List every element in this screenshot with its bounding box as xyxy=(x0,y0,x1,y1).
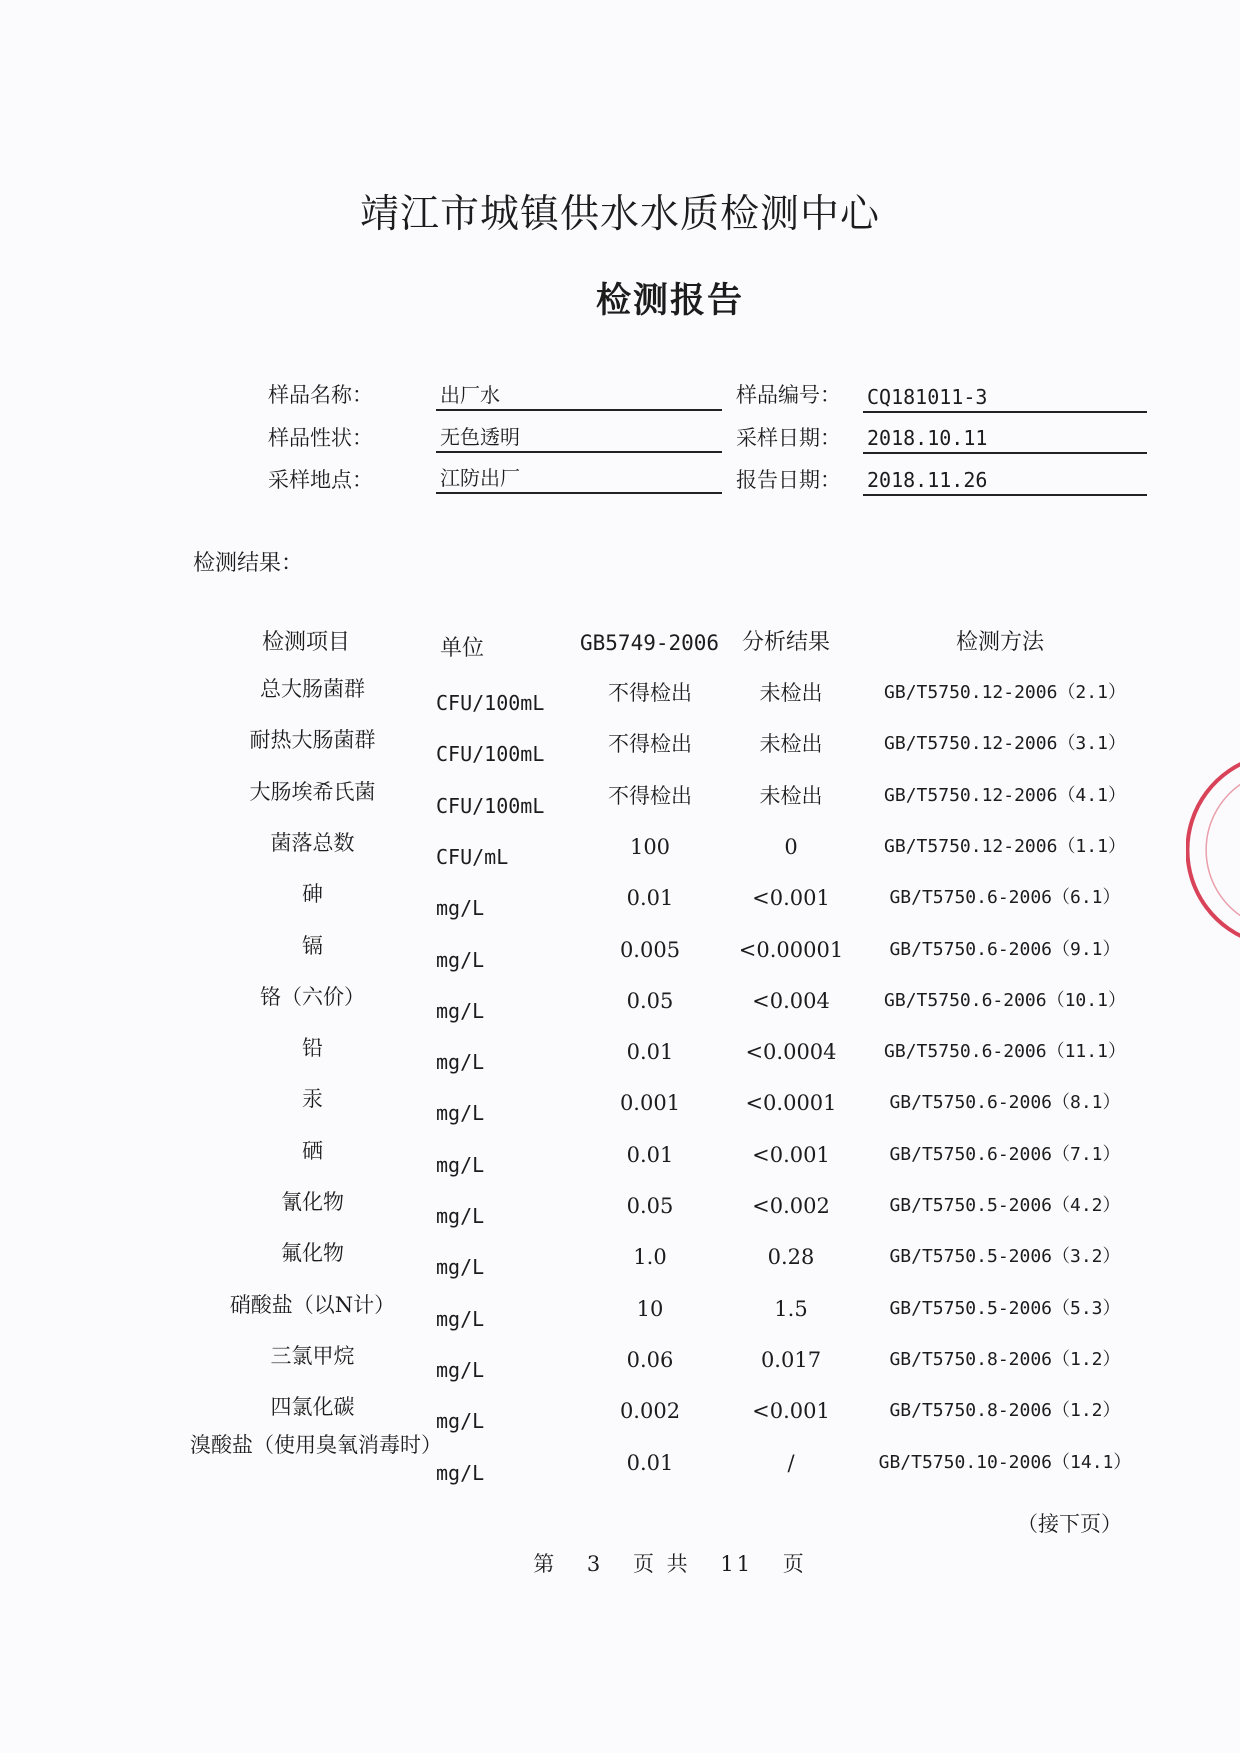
item-cell: 大肠埃希氏菌 xyxy=(249,779,376,804)
result-cell: <0.00001 xyxy=(738,937,844,962)
report-date-field: 2018.11.26 xyxy=(863,466,1147,496)
method-cell: GB/T5750.5-2006（4.2） xyxy=(889,1195,1121,1216)
unit-cell: mg/L xyxy=(436,998,485,1023)
table-row xyxy=(0,1086,1240,1137)
item-cell: 菌落总数 xyxy=(270,830,355,855)
item-cell: 耐热大肠菌群 xyxy=(249,728,376,753)
method-cell: GB/T5750.10-2006（14.1） xyxy=(878,1451,1132,1473)
table-row xyxy=(0,1432,1240,1497)
result-cell: 1.5 xyxy=(774,1296,808,1321)
unit-cell: mg/L xyxy=(436,1460,485,1485)
result-cell: 0 xyxy=(784,834,798,859)
unit-cell: mg/L xyxy=(436,1357,485,1382)
unit-cell: mg/L xyxy=(436,896,485,921)
sampling-date-field: 2018.10.11 xyxy=(863,424,1147,454)
continued-note: （接下页） xyxy=(1017,1512,1122,1536)
footer-suffix: 页 xyxy=(782,1552,807,1576)
sample-name-field: 出厂水 xyxy=(436,381,722,411)
item-cell: 总大肠菌群 xyxy=(260,677,365,701)
limit-cell: 0.002 xyxy=(619,1399,681,1424)
unit-cell: CFU/100mL xyxy=(436,742,545,767)
method-cell: GB/T5750.6-2006（10.1） xyxy=(884,989,1126,1011)
limit-cell: 0.01 xyxy=(626,1040,674,1065)
col-header-method: 检测方法 xyxy=(956,630,1045,655)
unit-cell: CFU/mL xyxy=(436,844,509,869)
result-cell: <0.0001 xyxy=(745,1091,837,1116)
sample-state-label: 样品性状： xyxy=(268,426,373,450)
method-cell: GB/T5750.12-2006（3.1） xyxy=(884,733,1126,755)
method-cell: GB/T5750.6-2006（6.1） xyxy=(889,887,1121,909)
limit-cell: 不得检出 xyxy=(608,732,692,757)
item-cell: 汞 xyxy=(302,1087,323,1112)
table-row xyxy=(0,830,1240,881)
item-cell: 氰化物 xyxy=(281,1190,344,1214)
limit-cell: 0.01 xyxy=(626,1142,674,1167)
method-cell: GB/T5750.5-2006（3.2） xyxy=(889,1246,1121,1268)
unit-cell: mg/L xyxy=(436,1101,485,1126)
footer-mid: 页 共 xyxy=(632,1552,691,1576)
table-row xyxy=(0,1343,1240,1394)
table-row xyxy=(0,933,1240,984)
sample-name-label: 样品名称： xyxy=(268,383,373,407)
method-cell: GB/T5750.8-2006（1.2） xyxy=(889,1348,1121,1370)
unit-cell: mg/L xyxy=(436,1306,485,1331)
method-cell: GB/T5750.6-2006（11.1） xyxy=(884,1041,1126,1063)
result-cell: <0.004 xyxy=(752,988,830,1013)
sample-state-field: 无色透明 xyxy=(436,423,722,453)
col-header-item: 检测项目 xyxy=(262,630,351,655)
sample-no-field: CQ181011-3 xyxy=(863,383,1147,413)
limit-cell: 100 xyxy=(629,834,671,859)
unit-cell: mg/L xyxy=(436,1204,485,1228)
limit-cell: 0.005 xyxy=(619,937,681,962)
limit-cell: 不得检出 xyxy=(608,681,692,705)
table-row xyxy=(0,1292,1240,1343)
footer-total-pages: 11 xyxy=(720,1552,754,1576)
footer-current-page: 3 xyxy=(586,1552,604,1576)
limit-cell: 不得检出 xyxy=(608,783,692,808)
result-cell: <0.001 xyxy=(752,886,830,911)
limit-cell: 0.05 xyxy=(626,988,674,1013)
table-row xyxy=(0,1240,1240,1291)
table-row xyxy=(0,676,1240,727)
result-cell: <0.001 xyxy=(752,1399,830,1424)
col-header-result: 分析结果 xyxy=(742,630,831,655)
item-cell: 硒 xyxy=(302,1138,323,1163)
footer-prefix: 第 xyxy=(533,1552,558,1576)
method-cell: GB/T5750.6-2006（8.1） xyxy=(889,1092,1121,1114)
unit-cell: mg/L xyxy=(436,1050,485,1075)
col-header-standard: GB5749-2006 xyxy=(580,631,720,655)
limit-cell: 0.01 xyxy=(626,1450,674,1475)
item-cell: 溴酸盐（使用臭氧消毒时） xyxy=(190,1432,442,1457)
table-row xyxy=(0,1035,1240,1086)
result-cell: 0.28 xyxy=(767,1245,815,1270)
unit-cell: mg/L xyxy=(436,947,485,972)
sampling-site-field: 江防出厂 xyxy=(436,464,722,494)
item-cell: 镉 xyxy=(302,933,323,958)
method-cell: GB/T5750.6-2006（7.1） xyxy=(889,1143,1121,1165)
item-cell: 四氯化碳 xyxy=(270,1395,355,1420)
limit-cell: 0.05 xyxy=(626,1194,674,1218)
result-cell: 未检出 xyxy=(759,681,823,705)
method-cell: GB/T5750.12-2006（1.1） xyxy=(884,835,1126,857)
item-cell: 砷 xyxy=(302,882,323,907)
table-row xyxy=(0,779,1240,830)
results-section-label: 检测结果： xyxy=(193,551,304,576)
unit-cell: mg/L xyxy=(436,1255,485,1280)
item-cell: 铬（六价） xyxy=(260,984,365,1009)
report-title: 检测报告 xyxy=(595,280,744,321)
item-cell: 硝酸盐（以N计） xyxy=(229,1292,396,1317)
method-cell: GB/T5750.8-2006（1.2） xyxy=(889,1400,1121,1422)
col-header-unit: 单位 xyxy=(440,636,485,661)
unit-cell: mg/L xyxy=(436,1152,485,1177)
result-cell: 0.017 xyxy=(760,1347,822,1372)
table-row xyxy=(0,1138,1240,1189)
result-cell: <0.002 xyxy=(752,1194,830,1218)
page-footer xyxy=(0,1550,1240,1578)
limit-cell: 0.06 xyxy=(626,1347,674,1372)
result-cell: <0.0004 xyxy=(745,1040,837,1065)
unit-cell: CFU/100mL xyxy=(436,793,545,818)
result-cell: 未检出 xyxy=(759,732,823,757)
method-cell: GB/T5750.6-2006（9.1） xyxy=(889,938,1121,960)
sampling-site-label: 采样地点： xyxy=(268,468,373,492)
table-row xyxy=(0,1189,1240,1240)
method-cell: GB/T5750.12-2006（2.1） xyxy=(884,682,1126,703)
limit-cell: 0.001 xyxy=(619,1091,681,1116)
table-row xyxy=(0,881,1240,932)
organization-title: 靖江市城镇供水水质检测中心 xyxy=(359,192,880,237)
result-cell: <0.001 xyxy=(752,1142,830,1167)
unit-cell: CFU/100mL xyxy=(436,691,545,715)
item-cell: 氟化物 xyxy=(281,1241,344,1266)
result-cell: / xyxy=(787,1450,795,1475)
sampling-date-label: 采样日期： xyxy=(736,426,841,450)
limit-cell: 10 xyxy=(636,1296,664,1321)
limit-cell: 1.0 xyxy=(633,1245,667,1270)
method-cell: GB/T5750.5-2006（5.3） xyxy=(889,1297,1121,1319)
table-row xyxy=(0,1394,1240,1445)
method-cell: GB/T5750.12-2006（4.1） xyxy=(884,784,1126,806)
red-seal-stamp xyxy=(1186,752,1240,948)
item-cell: 铅 xyxy=(302,1036,323,1061)
item-cell: 三氯甲烷 xyxy=(270,1343,355,1368)
report-date-label: 报告日期： xyxy=(736,468,841,492)
table-row xyxy=(0,727,1240,778)
unit-cell: mg/L xyxy=(436,1409,485,1434)
table-row xyxy=(0,984,1240,1035)
sample-no-label: 样品编号： xyxy=(736,383,841,407)
result-cell: 未检出 xyxy=(759,783,823,808)
limit-cell: 0.01 xyxy=(626,886,674,911)
